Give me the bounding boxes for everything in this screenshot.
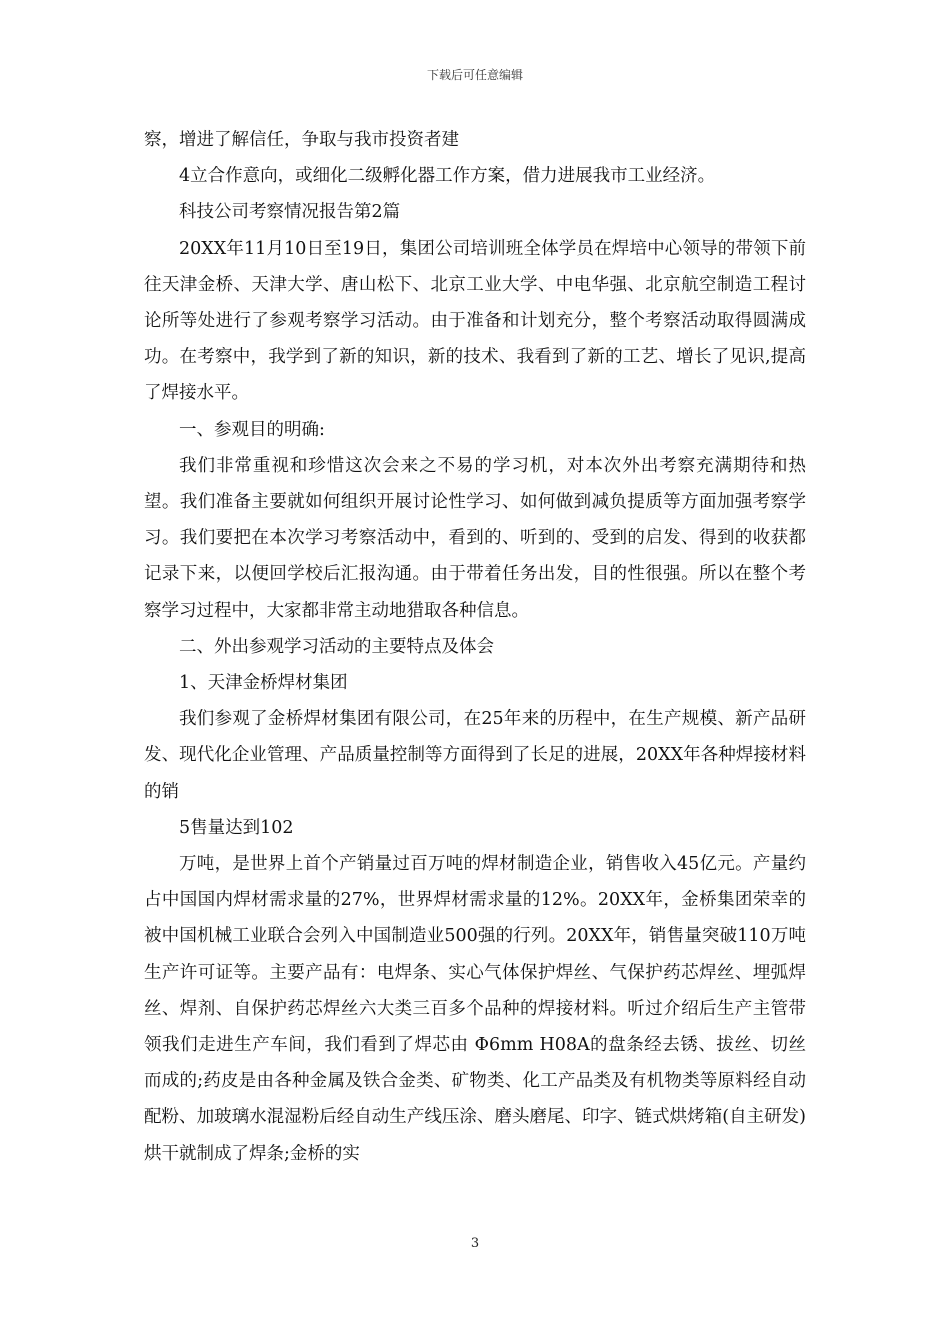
paragraph-jinqiao-1: 我们参观了金桥焊材集团有限公司，在25年来的历程中，在生产规模、新产品研发、现代化企业管理、产品质量控制等方面得到了长足的进展，20XX年各种焊接材料的销 [144,709,806,802]
paragraph-jinqiao-3: 万吨，是世界上首个产销量过百万吨的焊材制造企业，销售收入45亿元。产量约占中国国内焊材需求量的27%，世界焊材需求量的12%。20XX年，金桥集团荣幸的被中国机械工业联合会列入中国制造业500强的行列。20XX年，销售量突破110万吨生产许可证等。主要产品有：电焊条、实心气体保护焊丝、气保护药芯焊丝、埋弧焊丝、焊剂、自保护药芯焊丝六大类三百多个品种的焊接材料。听过介绍后生产主管带领我们走进生产车间，我们看到了焊芯由 Φ6mm H08A的盘条经去锈、拔丝、切丝而成的;药皮是由各种金属及铁合金类、矿物类、化工产品类及有机物类等原料经自动配粉、加玻璃水混湿粉后经自动生产线压涂、磨头磨尾、印字、链式烘烤箱(自主研发)烘干就制成了焊条;金桥的实 [144,854,806,1164]
paragraph-purpose: 我们非常重视和珍惜这次会来之不易的学习机，对本次外出考察充满期待和热望。我们准备主要就如何组织开展讨论性学习、如何做到减负提质等方面加强考察学习。我们要把在本次学习考察活动中，看到的、听到的、受到的启发、得到的收获都记录下来，以便回学校后汇报沟通。由于带着任务出发，目的性很强。所以在整个考察学习过程中，大家都非常主动地猎取各种信息。 [144,455,806,621]
heading-purpose: 一、参观目的明确: [179,419,325,440]
document-body [144,122,806,1172]
paragraph-1: 察，增进了解信任，争取与我市投资者建 [144,130,459,150]
page-number: 3 [470,1236,480,1251]
heading-jinqiao: 1、天津金桥焊材集团 [179,673,348,694]
section-title: 科技公司考察情况报告第2篇 [179,202,401,223]
paragraph-intro: 20XX年11月10日至19日，集团公司培训班全体学员在焊培中心领导的带领下前往天津金桥、天津大学、唐山松下、北京工业大学、中电华强、北京航空制造工程讨论所等处进行了参观考察学习活动。由于准备和计划充分，整个考察活动取得圆满成功。在考察中，我学到了新的知识，新的技术、我看到了新的工艺、增长了见识,提高了焊接水平。 [144,238,806,404]
heading-features: 二、外出参观学习活动的主要特点及体会 [179,636,494,657]
page-header: 下载后可任意编辑 [426,68,523,82]
paragraph-2: 4立合作意向，或细化二级孵化器工作方案，借力进展我市工业经济。 [179,166,716,187]
paragraph-jinqiao-2: 5售量达到102 [179,817,294,838]
